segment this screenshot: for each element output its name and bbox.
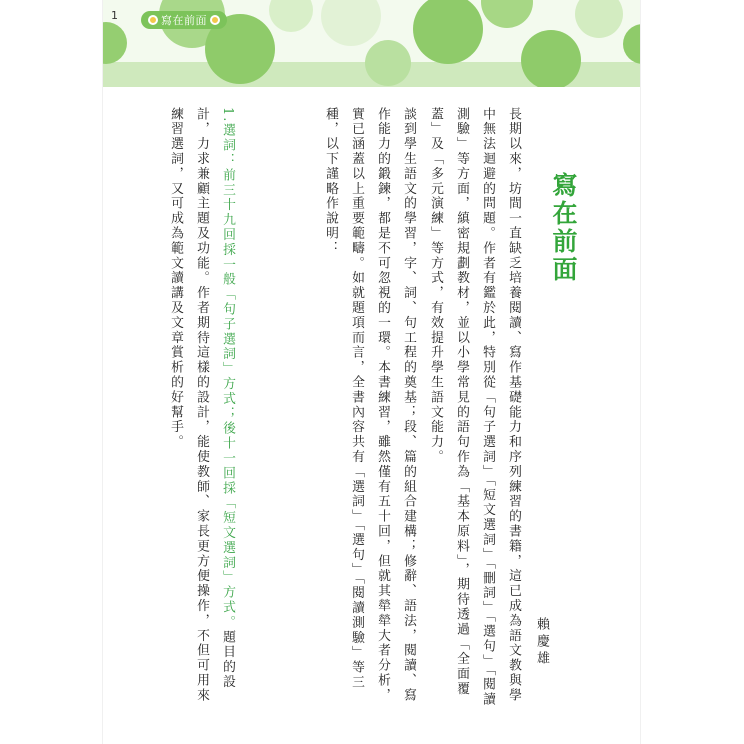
page-title: 寫在前面 <box>549 172 578 284</box>
flower-icon <box>148 15 158 25</box>
banner-dot <box>365 40 411 86</box>
paragraph-1: 長期以來，坊間一直缺乏培養閱讀、寫作基礎能力和序列練習的書籍，這已成為語文教與學中無法迴避的問題。作者有鑑於此，特別從「句子選詞」「短文選詞」「刪詞」「選句」「閱讀測驗」等方面，縝密規劃教材，並以小學常見的語句作為「基本原料」，期待透過「全面覆蓋」及「多元演練」等方式，有效提升學生語文能力。 <box>428 107 521 708</box>
header-banner <box>103 0 640 87</box>
section-tag <box>141 11 227 29</box>
paragraph-3 <box>162 107 240 717</box>
book-page <box>103 0 640 744</box>
section-tag-label: 寫在前面 <box>161 14 207 27</box>
paragraph-3-body: 題目的設計，力求兼顧主題及功能。作者期待這樣的設計，能使教師、家長更方便操作，不但可用來練習選詞，又可成為範文讀講及文章賞析的好幫手。 <box>168 107 235 703</box>
page-number: 1 <box>111 9 118 22</box>
paragraph-2: 談到學生語文的學習，字、詞、句工程的奠基；段、篇的組合建構；修辭、語法，閱讀、寫作能力的鍛鍊，都是不可忽視的一環。本書練習，雖然僅有五十回，但就其犖犖大者分析，實已涵蓋以上重要範疇。如就題項而言，全書內容共有「選詞」「選句」「閱讀測驗」等三種，以下謹略作說明： <box>323 107 416 703</box>
banner-dot <box>521 30 581 87</box>
flower-icon <box>210 15 220 25</box>
author-name: 賴慶雄 <box>534 617 549 668</box>
paragraph-3-lead: 1.選詞：前三十九回採一般「句子選詞」方式；後十一回採「短文選詞」方式。 <box>220 107 235 631</box>
